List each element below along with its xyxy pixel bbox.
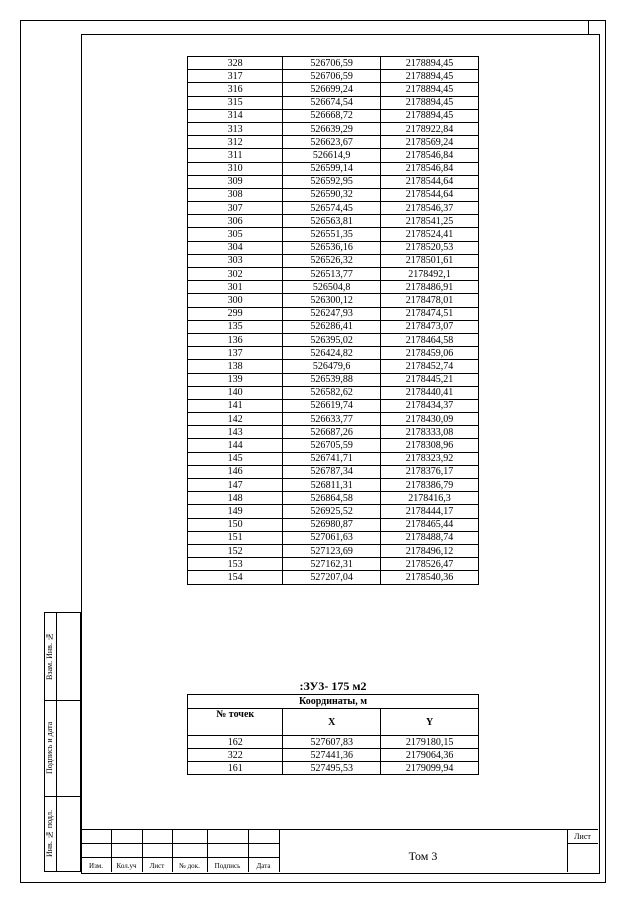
x-coordinate-cell: 526582,62 [283, 386, 381, 399]
y-coordinate-cell: 2178416,3 [381, 492, 479, 505]
table-row [188, 122, 479, 135]
table-row [188, 492, 479, 505]
table-row [188, 162, 479, 175]
y-coordinate-cell: 2178488,74 [381, 531, 479, 544]
y-coordinate-cell: 2178546,84 [381, 149, 479, 162]
x-coordinate-cell: 526639,29 [283, 122, 381, 135]
x-coordinate-cell: 526590,32 [283, 188, 381, 201]
point-number-cell: 311 [188, 149, 283, 162]
point-number-cell: 145 [188, 452, 283, 465]
side-stamp-row-line [44, 700, 81, 701]
x-coordinate-cell: 526504,8 [283, 281, 381, 294]
x-coordinate-cell: 526687,26 [283, 426, 381, 439]
sheet-label: Лист [574, 832, 591, 841]
x-coordinate-cell: 526574,45 [283, 202, 381, 215]
table-row [188, 736, 479, 749]
table-row [188, 749, 479, 762]
y-coordinate-cell: 2178333,08 [381, 426, 479, 439]
y-coordinate-cell: 2178894,45 [381, 70, 479, 83]
sheet-col-label: Лист [149, 862, 165, 870]
point-number-cell: 305 [188, 228, 283, 241]
point-number-cell: 149 [188, 505, 283, 518]
y-coordinate-cell: 2178501,61 [381, 254, 479, 267]
table-row [188, 386, 479, 399]
point-number-cell: 147 [188, 479, 283, 492]
y-coordinate-cell: 2179180,15 [381, 736, 479, 749]
plot-title: :ЗУ3- 175 м2 [299, 679, 367, 693]
table-row [188, 70, 479, 83]
y-coordinate-cell: 2178520,53 [381, 241, 479, 254]
point-number-cell: 151 [188, 531, 283, 544]
table-row [188, 215, 479, 228]
point-number-cell: 317 [188, 70, 283, 83]
table-row [188, 479, 479, 492]
x-coordinate-cell: 527123,69 [283, 544, 381, 557]
table-row [188, 57, 479, 70]
y-coordinate-cell: 2179064,36 [381, 749, 479, 762]
title-block-row-line [567, 843, 598, 844]
x-coordinate-cell: 526864,58 [283, 492, 381, 505]
point-number-cell: 306 [188, 215, 283, 228]
table-row [188, 571, 479, 584]
x-coordinate-cell: 526741,71 [283, 452, 381, 465]
x-coordinate-cell: 526706,59 [283, 57, 381, 70]
point-number-cell: 162 [188, 736, 283, 749]
y-coordinate-cell: 2178323,92 [381, 452, 479, 465]
table-row [188, 241, 479, 254]
table-row [188, 294, 479, 307]
table-row [188, 413, 479, 426]
volume-title: Том 3 [408, 849, 438, 863]
table-row [188, 373, 479, 386]
point-number-cell: 310 [188, 162, 283, 175]
y-coordinate-cell: 2178474,51 [381, 307, 479, 320]
point-number-cell: 137 [188, 347, 283, 360]
x-coordinate-cell: 526811,31 [283, 479, 381, 492]
x-coordinate-cell: 527607,83 [283, 736, 381, 749]
table-row [188, 360, 479, 373]
right-edge-line [588, 20, 589, 34]
point-number-cell: 322 [188, 749, 283, 762]
table-row [188, 399, 479, 412]
date-label: Дата [256, 862, 271, 870]
point-number-cell: 328 [188, 57, 283, 70]
table-row [188, 531, 479, 544]
coordinates-table [187, 56, 479, 585]
izm-label: Изм. [89, 862, 103, 870]
side-stamp-divider [56, 612, 57, 872]
table-row [188, 281, 479, 294]
table-row [188, 149, 479, 162]
y-coordinate-cell: 2178544,64 [381, 188, 479, 201]
table-row [188, 558, 479, 571]
side-stamp-row-line [44, 796, 81, 797]
x-coordinate-cell: 526705,59 [283, 439, 381, 452]
point-column-header: № точек [188, 709, 283, 736]
table-row [188, 268, 479, 281]
y-coordinate-cell: 2178465,44 [381, 518, 479, 531]
x-coordinate-cell: 526623,67 [283, 136, 381, 149]
point-number-cell: 301 [188, 281, 283, 294]
table-row [188, 452, 479, 465]
y-coordinate-cell: 2178540,36 [381, 571, 479, 584]
table-row [188, 254, 479, 267]
y-coordinate-cell: 2178546,84 [381, 162, 479, 175]
point-number-cell: 144 [188, 439, 283, 452]
y-coordinate-cell: 2178452,74 [381, 360, 479, 373]
point-number-cell: 139 [188, 373, 283, 386]
y-coordinate-cell: 2178376,17 [381, 465, 479, 478]
y-coordinate-cell: 2178386,79 [381, 479, 479, 492]
x-coordinate-cell: 526551,35 [283, 228, 381, 241]
y-coordinate-cell: 2178496,12 [381, 544, 479, 557]
x-coordinate-cell: 526395,02 [283, 333, 381, 346]
x-coordinate-cell: 526925,52 [283, 505, 381, 518]
doc-number-label: № док. [179, 862, 200, 870]
table-row [188, 228, 479, 241]
table-row [188, 188, 479, 201]
table-row [188, 96, 479, 109]
x-coordinate-cell: 526787,34 [283, 465, 381, 478]
y-coordinate-cell: 2178894,45 [381, 83, 479, 96]
point-number-cell: 143 [188, 426, 283, 439]
table-row [188, 307, 479, 320]
x-coordinate-cell: 527207,04 [283, 571, 381, 584]
point-number-cell: 161 [188, 762, 283, 775]
y-coordinate-cell: 2178445,21 [381, 373, 479, 386]
point-number-cell: 300 [188, 294, 283, 307]
x-coordinate-cell: 526300,12 [283, 294, 381, 307]
koluch-label: Кол.уч [116, 862, 137, 870]
x-coordinate-cell: 526247,93 [283, 307, 381, 320]
x-coordinate-cell: 526592,95 [283, 175, 381, 188]
replacement-inventory-label: Взам. Инв. № [45, 632, 54, 680]
x-coordinate-cell: 526633,77 [283, 413, 381, 426]
coords-group-header: Координаты, м [188, 695, 479, 709]
point-number-cell: 152 [188, 544, 283, 557]
point-number-cell: 136 [188, 333, 283, 346]
table-row [188, 518, 479, 531]
point-number-cell: 302 [188, 268, 283, 281]
x-coordinate-cell: 526526,32 [283, 254, 381, 267]
point-number-cell: 299 [188, 307, 283, 320]
point-number-cell: 312 [188, 136, 283, 149]
y-coordinate-cell: 2178894,45 [381, 109, 479, 122]
table-row [188, 544, 479, 557]
point-number-cell: 314 [188, 109, 283, 122]
x-coordinate-cell: 527495,53 [283, 762, 381, 775]
table-row [188, 109, 479, 122]
y-coordinate-cell: 2178464,58 [381, 333, 479, 346]
point-number-cell: 309 [188, 175, 283, 188]
y-coordinate-cell: 2178459,06 [381, 347, 479, 360]
table-row [188, 333, 479, 346]
table-row [188, 175, 479, 188]
point-number-cell: 315 [188, 96, 283, 109]
original-inventory-label: Инв. № подл. [45, 810, 54, 858]
point-number-cell: 146 [188, 465, 283, 478]
table-row [188, 347, 479, 360]
point-number-cell: 308 [188, 188, 283, 201]
title-block-top-line [81, 829, 598, 830]
x-coordinate-cell: 526599,14 [283, 162, 381, 175]
y-coordinate-cell: 2178544,64 [381, 175, 479, 188]
table-row [188, 505, 479, 518]
table-row [188, 202, 479, 215]
y-column-header: Y [381, 709, 479, 736]
signature-date-label: Подпись и дата [45, 721, 54, 775]
x-coordinate-cell: 527061,63 [283, 531, 381, 544]
y-coordinate-cell: 2178444,17 [381, 505, 479, 518]
signature-label: Подпись [214, 862, 241, 870]
y-coordinate-cell: 2178922,84 [381, 122, 479, 135]
table-row [188, 439, 479, 452]
x-coordinate-cell: 526286,41 [283, 320, 381, 333]
x-coordinate-cell: 526674,54 [283, 96, 381, 109]
point-number-cell: 148 [188, 492, 283, 505]
point-number-cell: 304 [188, 241, 283, 254]
x-coordinate-cell: 526479,6 [283, 360, 381, 373]
point-number-cell: 313 [188, 122, 283, 135]
table-row [188, 426, 479, 439]
table-row [188, 762, 479, 775]
x-coordinate-cell: 526536,16 [283, 241, 381, 254]
y-coordinate-cell: 2178486,91 [381, 281, 479, 294]
x-coordinate-cell: 526563,81 [283, 215, 381, 228]
y-coordinate-cell: 2178308,96 [381, 439, 479, 452]
plot-coordinates-table [187, 694, 479, 775]
y-coordinate-cell: 2178526,47 [381, 558, 479, 571]
point-number-cell: 140 [188, 386, 283, 399]
point-number-cell: 138 [188, 360, 283, 373]
table-row [188, 136, 479, 149]
y-coordinate-cell: 2178569,24 [381, 136, 479, 149]
x-coordinate-cell: 526424,82 [283, 347, 381, 360]
x-coordinate-cell: 527441,36 [283, 749, 381, 762]
y-coordinate-cell: 2178524,41 [381, 228, 479, 241]
y-coordinate-cell: 2178434,37 [381, 399, 479, 412]
point-number-cell: 150 [188, 518, 283, 531]
point-number-cell: 153 [188, 558, 283, 571]
x-coordinate-cell: 526706,59 [283, 70, 381, 83]
table-row [188, 83, 479, 96]
x-coordinate-cell: 526513,77 [283, 268, 381, 281]
y-coordinate-cell: 2178478,01 [381, 294, 479, 307]
y-coordinate-cell: 2178894,45 [381, 96, 479, 109]
y-coordinate-cell: 2178541,25 [381, 215, 479, 228]
x-coordinate-cell: 526980,87 [283, 518, 381, 531]
point-number-cell: 307 [188, 202, 283, 215]
x-coordinate-cell: 526619,74 [283, 399, 381, 412]
y-coordinate-cell: 2178546,37 [381, 202, 479, 215]
y-coordinate-cell: 2178430,09 [381, 413, 479, 426]
x-coordinate-cell: 527162,31 [283, 558, 381, 571]
x-coordinate-cell: 526614,9 [283, 149, 381, 162]
y-coordinate-cell: 2178492,1 [381, 268, 479, 281]
x-column-header: X [283, 709, 381, 736]
point-number-cell: 154 [188, 571, 283, 584]
point-number-cell: 316 [188, 83, 283, 96]
point-number-cell: 142 [188, 413, 283, 426]
y-coordinate-cell: 2178440,41 [381, 386, 479, 399]
y-coordinate-cell: 2178473,07 [381, 320, 479, 333]
table-row [188, 465, 479, 478]
point-number-cell: 135 [188, 320, 283, 333]
x-coordinate-cell: 526668,72 [283, 109, 381, 122]
point-number-cell: 141 [188, 399, 283, 412]
x-coordinate-cell: 526539,88 [283, 373, 381, 386]
x-coordinate-cell: 526699,24 [283, 83, 381, 96]
y-coordinate-cell: 2179099,94 [381, 762, 479, 775]
table-row [188, 320, 479, 333]
point-number-cell: 303 [188, 254, 283, 267]
y-coordinate-cell: 2178894,45 [381, 57, 479, 70]
